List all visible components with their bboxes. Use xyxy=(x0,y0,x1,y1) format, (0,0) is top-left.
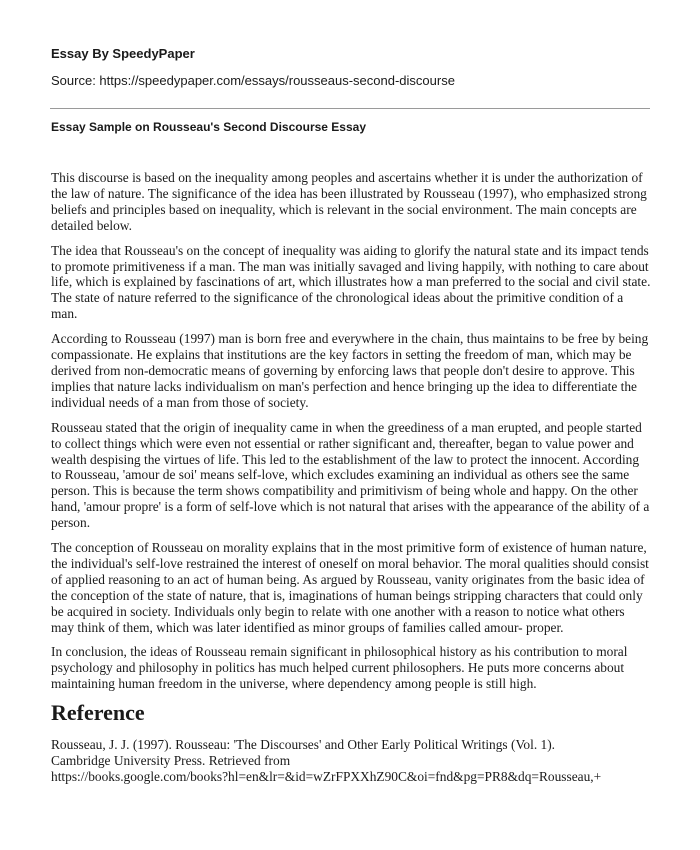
source-link[interactable]: Source: https://speedypaper.com/essays/rousseaus-second-discourse xyxy=(51,73,455,88)
site-title: Essay By SpeedyPaper xyxy=(51,46,195,61)
paragraph: In conclusion, the ideas of Rousseau remain significant in philosophical history as his contribution to moral psychology and philosophy in politics has much helped current philosophers. He puts more concerns about maintaining human freedom in the universe, where dependency among people is still high. xyxy=(51,644,628,692)
essay-title: Essay Sample on Rousseau's Second Discourse Essay xyxy=(51,120,366,134)
paragraph: Rousseau stated that the origin of inequality came in when the greediness of a man erupted, and people started to collect things which were even not essential or rather significant and, thereafter, began to value power and wealth despising the virtues of life. This led to the establishment of the law to protect the innocent. According to Rousseau, 'amour de soi' means self-love, which excludes examining an individual as others see the same person. This is because the term shows compatibility and primitivism of being whole and happy. On the other hand, 'amour propre' is a form of self-love which is not natural that arises with the appearance of the ability of a person. xyxy=(51,419,650,531)
paragraph: According to Rousseau (1997) man is born free and everywhere in the chain, thus maintains to be free by being compassionate. He explains that institutions are the key factors in setting the freedom of man, which may be derived from non-democratic means of governing by enforcing laws that people don't desire to approve. This implies that nature lacks individualism on man's perfection and hence bringing up the idea to differentiate the individual needs of a man from those of society. xyxy=(51,331,649,410)
divider xyxy=(50,108,650,109)
paragraph: This discourse is based on the inequality among peoples and ascertains whether it is under the authorization of the law of nature. The significance of the idea has been illustrated by Rousseau (1997), who emphasized strong beliefs and principles based on inequality, which is relevant in the social environment. The main concepts are detailed below. xyxy=(51,170,647,233)
paragraph: The conception of Rousseau on morality explains that in the most primitive form of existence of human nature, the individual's self-love restrained the interest of oneself on moral behavior. The moral qualities should consist of applied reasoning to an act of human being. As argued by Rousseau, vanity originates from the basic idea of the conception of the state of nature, that is, imaginations of human beings stripping characters that could only be acquired in society. Individuals only begin to relate with one another with a reason to notice what others may think of them, which was later identified as minor groups of families called amour- proper. xyxy=(51,540,649,635)
reference-entry: Rousseau, J. J. (1997). Rousseau: 'The Discourses' and Other Early Political Writings (Vol. 1). Cambridge University Press. Retrieved from https://books.google.com/books?hl=en&lr=&id=wZrFPXXhZ90C&oi=fnd&pg=PR8&dq=Rousseau,+ xyxy=(51,737,602,784)
essay-body xyxy=(51,170,651,794)
reference-heading: Reference xyxy=(51,700,145,726)
paragraph: The idea that Rousseau's on the concept of inequality was aiding to glorify the natural state and its impact tends to promote primitiveness if a man. The man was initially savaged and living happily, with nothing to care about life, which is explained by fascinations of art, which illustrates how a man preferred to the social and civil state. The state of nature referred to the significance of the chronological ideas about the primitive condition of a man. xyxy=(51,242,651,322)
